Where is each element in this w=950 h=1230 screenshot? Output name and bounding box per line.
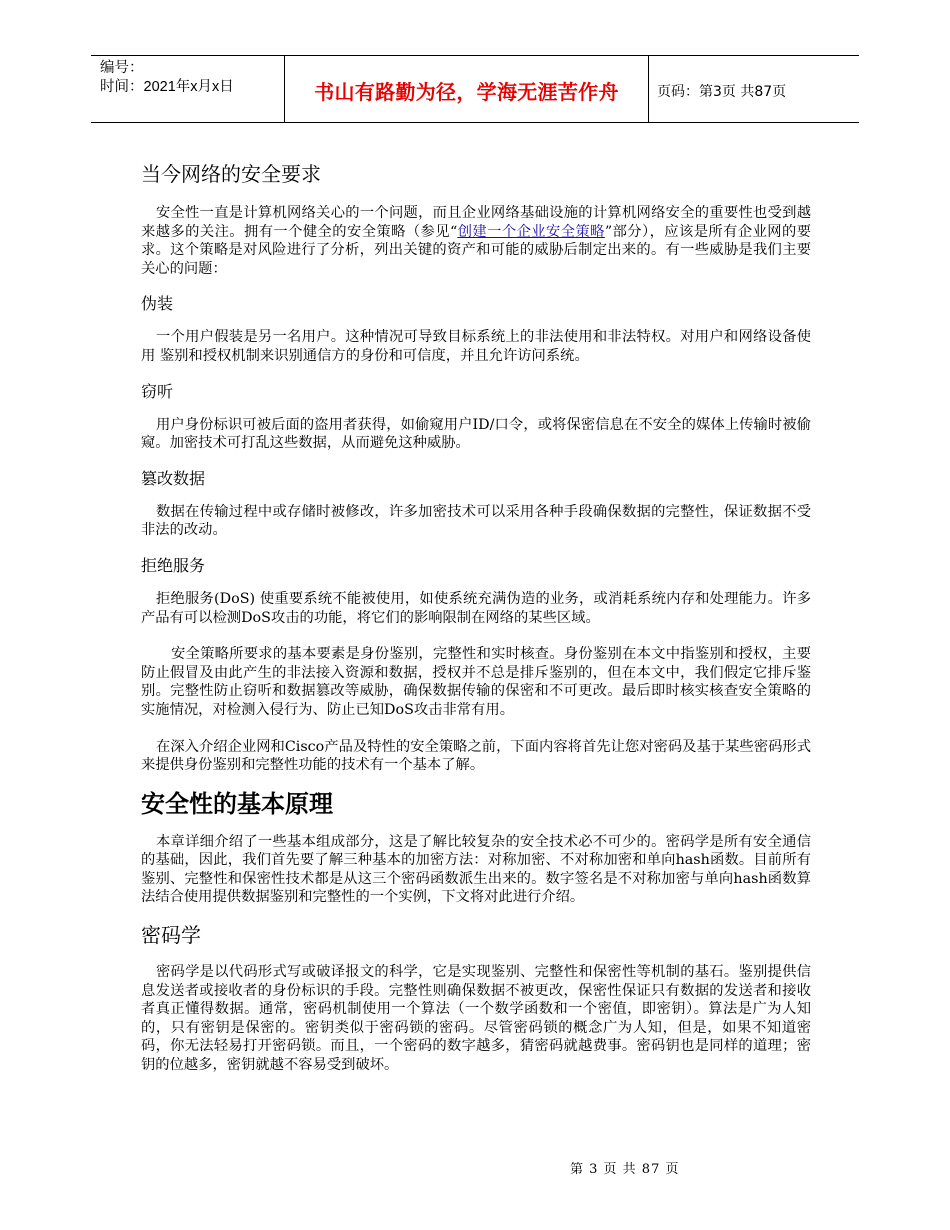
header-meta [100,59,234,97]
subsection-title-eavesdrop: 窃听 [141,381,174,401]
header-time-label: 时间：2021年x月x日 [100,79,234,95]
intro-text-end: ”部分），应该是所有企业网的要求。这个策略是对风险进行了分析，列出关键的资产和可能的威胁后制定出来的。有一些威胁是我们主要关心的问题： [141,223,812,277]
policy-paragraph: 安全策略所要求的基本要素是身份鉴别，完整性和实时核查。身份鉴别在本文中指鉴别和授权，主要防止假冒及由此产生的非法接入资源和数据，授权并不总是排斥鉴别的，但在本文中，我们假定它排斥鉴别。完整性防止窃听和数据篡改等威胁，确保数据传输的保密和不可更改。最后即时核实核查安全策略的实施情况，对检测入侵行为、防止已知DoS攻击非常有用。 [141,646,811,718]
header-page-label: 页码：第3页 共87页 [657,84,787,100]
cisco-paragraph: 在深入介绍企业网和Cisco产品及特性的安全策略之前，下面内容将首先让您对密码及基于某些密码形式来提供身份鉴别和完整性功能的技术有一个基本了解。 [141,738,811,774]
page-footer: 第 3 页 共 87 页 [570,1162,680,1177]
subsection-title-tamper: 篡改数据 [141,468,206,488]
eavesdrop-paragraph: 用户身份标识可被后面的盗用者获得，如偷窥用户ID/口令，或将保密信息在不安全的媒体上传输时被偷窥。加密技术可打乱这些数据，从而避免这种威胁。 [141,416,811,452]
section-title-cryptography: 密码学 [141,923,201,948]
dos-paragraph: 拒绝服务(DoS) 使重要系统不能被使用，如使系统充满伪造的业务，或消耗系统内存和处理能力。许多产品有可以检测DoS攻击的功能，将它们的影响限制在网络的某些区域。 [141,590,811,626]
header-divider [648,56,649,122]
intro-text-start: 安全性一直是计算机网络关心的一个问题，而且企业网络基础设施的计算机网络安全的重要性也受到越来越多的关注。拥有一个健全的安全策略（参见“ [141,205,811,240]
cryptography-paragraph: 密码学是以代码形式写或破译报文的科学，它是实现鉴别、完整性和保密性等机制的基石。鉴别提供信息发送者或接收者的身份标识的手段。完整性则确保数据不被更改，保密性保证只有数据的发送者和接收者真正懂得数据。通常，密码机制使用一个算法（一个数学函数和一个密值，即密钥）。算法是广为人知的，只有密钥是保密的。密钥类似于密码锁的密码。尽管密码锁的概念广为人知，但是，如果不知道密码，你无法轻易打开密码锁。而且，一个密码的数字越多，猜密码就越费事。密码钥也是同样的道理；密钥的位越多，密钥就越不容易受到破坏。 [141,964,811,1074]
enterprise-policy-link[interactable]: 创建一个企业安全策略 [457,223,605,240]
section-title-security-requirements: 当今网络的安全要求 [141,162,321,186]
tamper-paragraph: 数据在传输过程中或存储时被修改，许多加密技术可以采用各种手段确保数据的完整性，保证数据不受非法的改动。 [141,503,811,539]
intro-paragraph [141,204,811,278]
page-header [91,55,859,123]
document-body [141,160,811,1075]
disguise-paragraph: 一个用户假装是另一名用户。这种情况可导致目标系统上的非法使用和非法特权。对用户和网络设备使用 鉴别和授权机制来识别通信方的身份和可信度，并且允许访问系统。 [141,329,811,364]
header-motto: 书山有路勤为径，学海无涯苦作舟 [314,80,619,104]
principles-paragraph: 本章详细介绍了一些基本组成部分，这是了解比较复杂的安全技术必不可少的。密码学是所有安全通信的基础，因此，我们首先要了解三种基本的加密方法：对称加密、不对称加密和单向hash函数。目前所有鉴别、完整性和保密性技术都是从这三个密码函数派生出来的。数字签名是不对称加密与单向hash函数算法结合使用提供数据鉴别和完整性的一个实例，下文将对此进行介绍。 [141,833,811,906]
header-number-label: 编号： [100,60,144,76]
subsection-title-disguise: 伪装 [141,294,174,314]
section-title-principles: 安全性的基本原理 [141,789,333,818]
subsection-title-dos: 拒绝服务 [141,555,206,575]
